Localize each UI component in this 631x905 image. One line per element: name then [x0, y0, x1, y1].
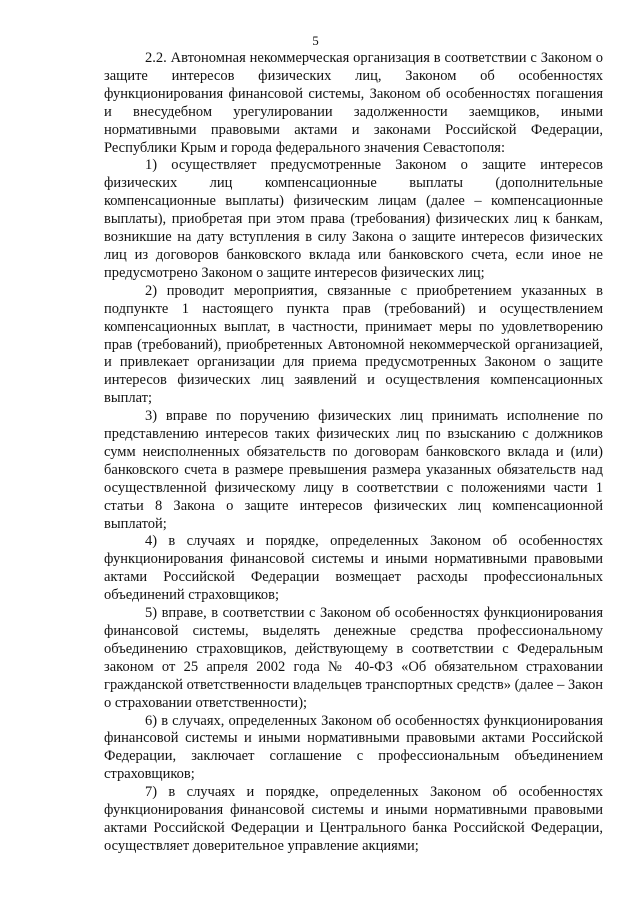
subpoint-3: 3) вправе по поручению физических лиц принимать исполнение по представлению интересов таких физических лиц по взысканию с должников сумм неисполненных обязательств по договорам банковского вклада и (или) банковского счета в размере превышения размера указанных обязательств над осуществленной физическому лицу в соответствии с положениями части 1 статьи 8 Закона о защите интересов физических лиц компенсационной выплатой; — [104, 408, 603, 532]
document-body — [104, 50, 603, 856]
subpoint-6: 6) в случаях, определенных Законом об особенностях функционирования финансовой системы и иными нормативными правовыми актами Российской Федерации, заключает соглашение с профессиональным объединением страховщиков; — [104, 712, 603, 783]
subpoint-5: 5) вправе, в соответствии с Законом об особенностях функционирования финансовой системы, выделять денежные средства профессиональному объединению страховщиков, действующему в соответствии с Федеральным законом от 25 апреля 2002 года № 40-ФЗ «Об обязательном страховании гражданской ответственности владельцев транспортных средств» (далее – Закон о страховании ответственности); — [104, 605, 603, 711]
subpoint-7: 7) в случаях и порядке, определенных Законом об особенностях функционирования финансовой системы и иными нормативными правовыми актами Российской Федерации и Центрального банка Российской Федерации, осуществляет доверительное управление акциями; — [104, 784, 603, 854]
page-number: 5 — [312, 33, 319, 48]
subpoint-4: 4) в случаях и порядке, определенных Законом об особенностях функционирования финансовой системы и иными нормативными правовыми актами Российской Федерации возмещает расходы профессиональных объединений страховщиков; — [104, 533, 603, 604]
paragraph-2-2-intro: 2.2. Автономная некоммерческая организация в соответствии с Законом о защите интересов физических лиц, Законом об особенностях функционирования финансовой системы, Законом об особенностях погашения и внесудебном урегулировании задолженности заемщиков, иными нормативными правовыми актами и законами Российской Федерации, Республики Крым и города федерального значения Севастополя: — [104, 50, 603, 156]
subpoint-1: 1) осуществляет предусмотренные Законом о защите интересов физических лиц компенсационные выплаты (дополнительные компенсационные выплаты) физическим лицам (далее – компенсационные выплаты), приобретая при этом права (требования) физических лиц к банкам, возникшие на дату вступления в силу Закона о защите интересов физических лиц из договоров банковского вклада или банковского счета, если иное не предусмотрено Законом о защите интересов физических лиц; — [104, 157, 603, 281]
subpoint-2: 2) проводит мероприятия, связанные с приобретением указанных в подпункте 1 настоящего пункта прав (требований) и осуществлением компенсационных выплат, в частности, принимает меры по удовлетворению прав (требований), приобретенных Автономной некоммерческой организацией, и привлекает организации для приема предусмотренных Законом о защите интересов физических лиц заявлений и осуществления компенсационных выплат; — [104, 282, 603, 407]
